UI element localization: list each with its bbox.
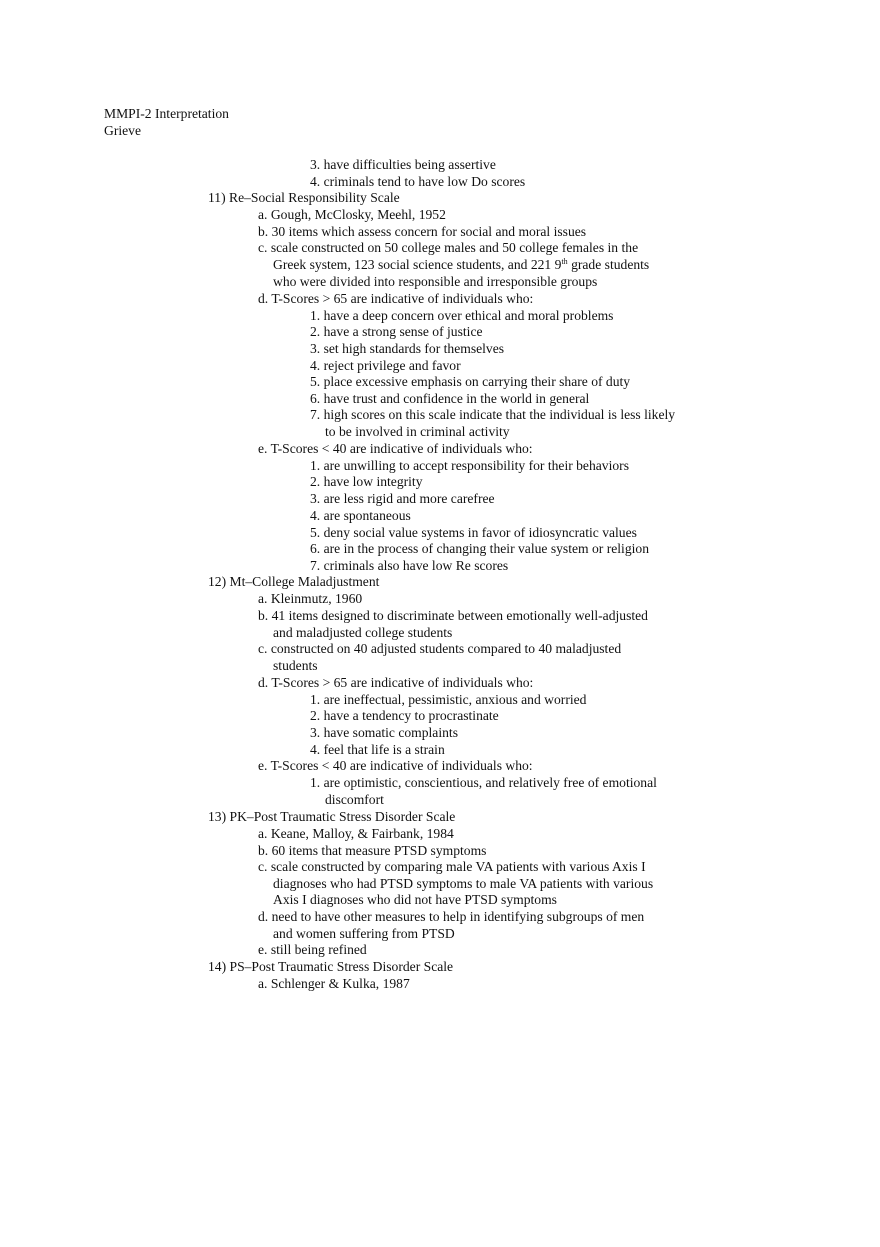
list-item: d. T-Scores > 65 are indicative of individuals who: bbox=[258, 291, 534, 306]
list-item: c. scale constructed on 50 college males and 50 college females in the bbox=[258, 240, 639, 255]
list-item-continuation: who were divided into responsible and irresponsible groups bbox=[273, 274, 598, 289]
section-heading-ps-scale: 14) PS–Post Traumatic Stress Disorder Scale bbox=[208, 959, 454, 974]
list-item: d. T-Scores > 65 are indicative of individuals who: bbox=[258, 675, 534, 690]
list-item: 1. are optimistic, conscientious, and relatively free of emotional bbox=[310, 775, 657, 790]
list-item-continuation: Axis I diagnoses who did not have PTSD symptoms bbox=[273, 892, 557, 907]
list-item: 3. have difficulties being assertive bbox=[310, 157, 496, 172]
list-item: e. T-Scores < 40 are indicative of individuals who: bbox=[258, 758, 533, 773]
list-item: 3. are less rigid and more carefree bbox=[310, 491, 495, 506]
list-item: 4. feel that life is a strain bbox=[310, 742, 445, 757]
list-item-continuation: and maladjusted college students bbox=[273, 625, 453, 640]
list-item: 7. high scores on this scale indicate that the individual is less likely bbox=[310, 407, 676, 422]
section-heading-mt-scale: 12) Mt–College Maladjustment bbox=[208, 574, 380, 589]
list-item: 5. place excessive emphasis on carrying their share of duty bbox=[310, 374, 631, 389]
list-item: b. 41 items designed to discriminate between emotionally well-adjusted bbox=[258, 608, 648, 623]
list-item: 2. have a tendency to procrastinate bbox=[310, 708, 499, 723]
text-fragment: grade students bbox=[567, 257, 650, 272]
list-item: 5. deny social value systems in favor of idiosyncratic values bbox=[310, 525, 637, 540]
list-item: 4. are spontaneous bbox=[310, 508, 411, 523]
ordinal-superscript: th bbox=[561, 257, 568, 266]
list-item: a. Gough, McClosky, Meehl, 1952 bbox=[258, 207, 446, 222]
list-item: c. constructed on 40 adjusted students compared to 40 maladjusted bbox=[258, 641, 622, 656]
list-item: b. 30 items which assess concern for social and moral issues bbox=[258, 224, 587, 239]
section-heading-pk-scale: 13) PK–Post Traumatic Stress Disorder Scale bbox=[208, 809, 456, 824]
list-item: 4. reject privilege and favor bbox=[310, 358, 461, 373]
list-item: 6. are in the process of changing their value system or religion bbox=[310, 541, 649, 556]
document-author: Grieve bbox=[104, 123, 141, 138]
list-item-continuation bbox=[273, 256, 649, 273]
list-item: d. need to have other measures to help in identifying subgroups of men bbox=[258, 909, 645, 924]
list-item: 2. have low integrity bbox=[310, 474, 423, 489]
list-item-continuation: discomfort bbox=[325, 792, 384, 807]
list-item: a. Schlenger & Kulka, 1987 bbox=[258, 976, 410, 991]
text-fragment: Greek system, 123 social science students, and 221 9 bbox=[273, 257, 562, 272]
list-item: 1. are ineffectual, pessimistic, anxious and worried bbox=[310, 692, 587, 707]
document-title: MMPI-2 Interpretation bbox=[104, 106, 229, 121]
list-item: 4. criminals tend to have low Do scores bbox=[310, 174, 526, 189]
list-item: a. Keane, Malloy, & Fairbank, 1984 bbox=[258, 826, 454, 841]
list-item: 1. are unwilling to accept responsibility for their behaviors bbox=[310, 458, 629, 473]
list-item: c. scale constructed by comparing male VA patients with various Axis I bbox=[258, 859, 646, 874]
list-item: e. T-Scores < 40 are indicative of individuals who: bbox=[258, 441, 533, 456]
list-item: 3. set high standards for themselves bbox=[310, 341, 505, 356]
list-item: b. 60 items that measure PTSD symptoms bbox=[258, 843, 487, 858]
list-item: 1. have a deep concern over ethical and moral problems bbox=[310, 308, 614, 323]
list-item-continuation: students bbox=[273, 658, 318, 673]
list-item-continuation: and women suffering from PTSD bbox=[273, 926, 455, 941]
section-heading-re-scale: 11) Re–Social Responsibility Scale bbox=[208, 190, 400, 205]
list-item: 2. have a strong sense of justice bbox=[310, 324, 483, 339]
list-item-continuation: diagnoses who had PTSD symptoms to male VA patients with various bbox=[273, 876, 654, 891]
list-item: 3. have somatic complaints bbox=[310, 725, 458, 740]
list-item: e. still being refined bbox=[258, 942, 367, 957]
list-item: a. Kleinmutz, 1960 bbox=[258, 591, 363, 606]
list-item: 7. criminals also have low Re scores bbox=[310, 558, 509, 573]
list-item: 6. have trust and confidence in the world in general bbox=[310, 391, 590, 406]
list-item-continuation: to be involved in criminal activity bbox=[325, 424, 510, 439]
